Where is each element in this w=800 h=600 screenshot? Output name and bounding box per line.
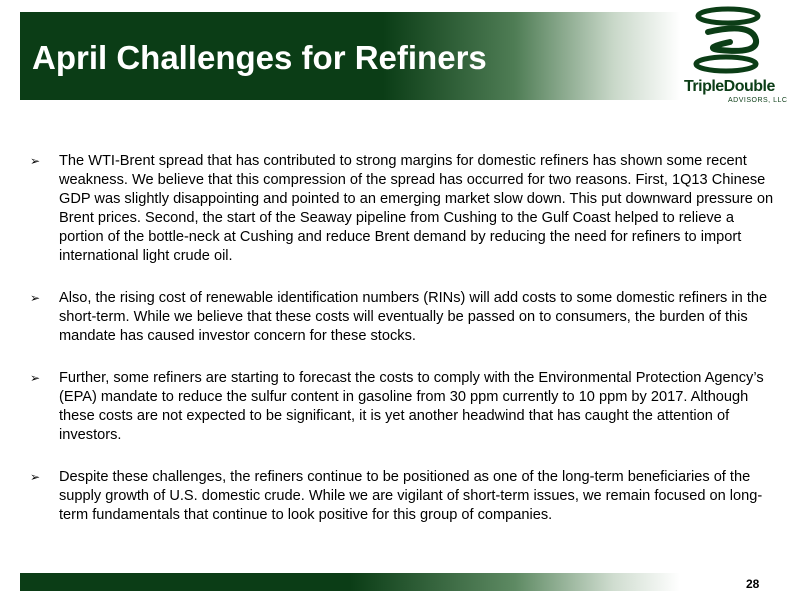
bullet-list: [32, 152, 777, 548]
logo-subtitle: ADVISORS, LLC: [728, 97, 788, 104]
title-bar: [20, 12, 680, 100]
bullet-text: Also, the rising cost of renewable identification numbers (RINs) will add costs to some domestic refiners in the short-term. While we believe that these costs will eventually be passed on to consumers, the burden of this mandate has caused investor concern for these stocks.: [59, 290, 768, 344]
bullet-text: Despite these challenges, the refiners continue to be positioned as one of the long-term beneficiaries of the supply growth of U.S. domestic crude. While we are vigilant of short-term issues, we remain focused on long-term fundamentals that continue to look positive for this group of companies.: [59, 469, 763, 523]
bullet-text: The WTI-Brent spread that has contributed to strong margins for domestic refiners has shown some recent weakness. We believe that this compression of the spread has occurred for two reasons. First, 1Q13 Chinese GDP was slightly disappointing and pointed to an emerging market slow down. This put downward pressure on Brent prices. Second, the start of the Seaway pipeline from Cushing to the Gulf Coast helped to relieve a portion of the bottle-neck at Cushing and reduce Brent demand by reducing the need for refiners to import international light crude oil.: [59, 153, 774, 264]
bullet-item: [32, 152, 777, 266]
bullet-text: Further, some refiners are starting to forecast the costs to comply with the Environmental Protection Agency’s (EPA) mandate to reduce the sulfur content in gasoline from 30 ppm currently to 10 ppm by 2017. Although these costs are not expected to be significant, it is yet another headwind that has caught the attention of investors.: [59, 370, 764, 443]
logo-name: TripleDouble: [684, 78, 775, 95]
slide-title: April Challenges for Refiners: [32, 39, 487, 76]
arrow-bullet-icon: ➢: [30, 371, 41, 385]
triple-double-logo-mark-icon: [690, 6, 776, 76]
company-logo: [676, 6, 788, 106]
bullet-item: [32, 289, 777, 346]
arrow-bullet-icon: ➢: [30, 470, 41, 484]
arrow-bullet-icon: ➢: [30, 154, 41, 168]
bullet-item: [32, 468, 777, 525]
arrow-bullet-icon: ➢: [30, 291, 41, 305]
page-number: 28: [746, 577, 760, 591]
footer-bar: [20, 573, 680, 591]
bullet-item: [32, 369, 777, 445]
